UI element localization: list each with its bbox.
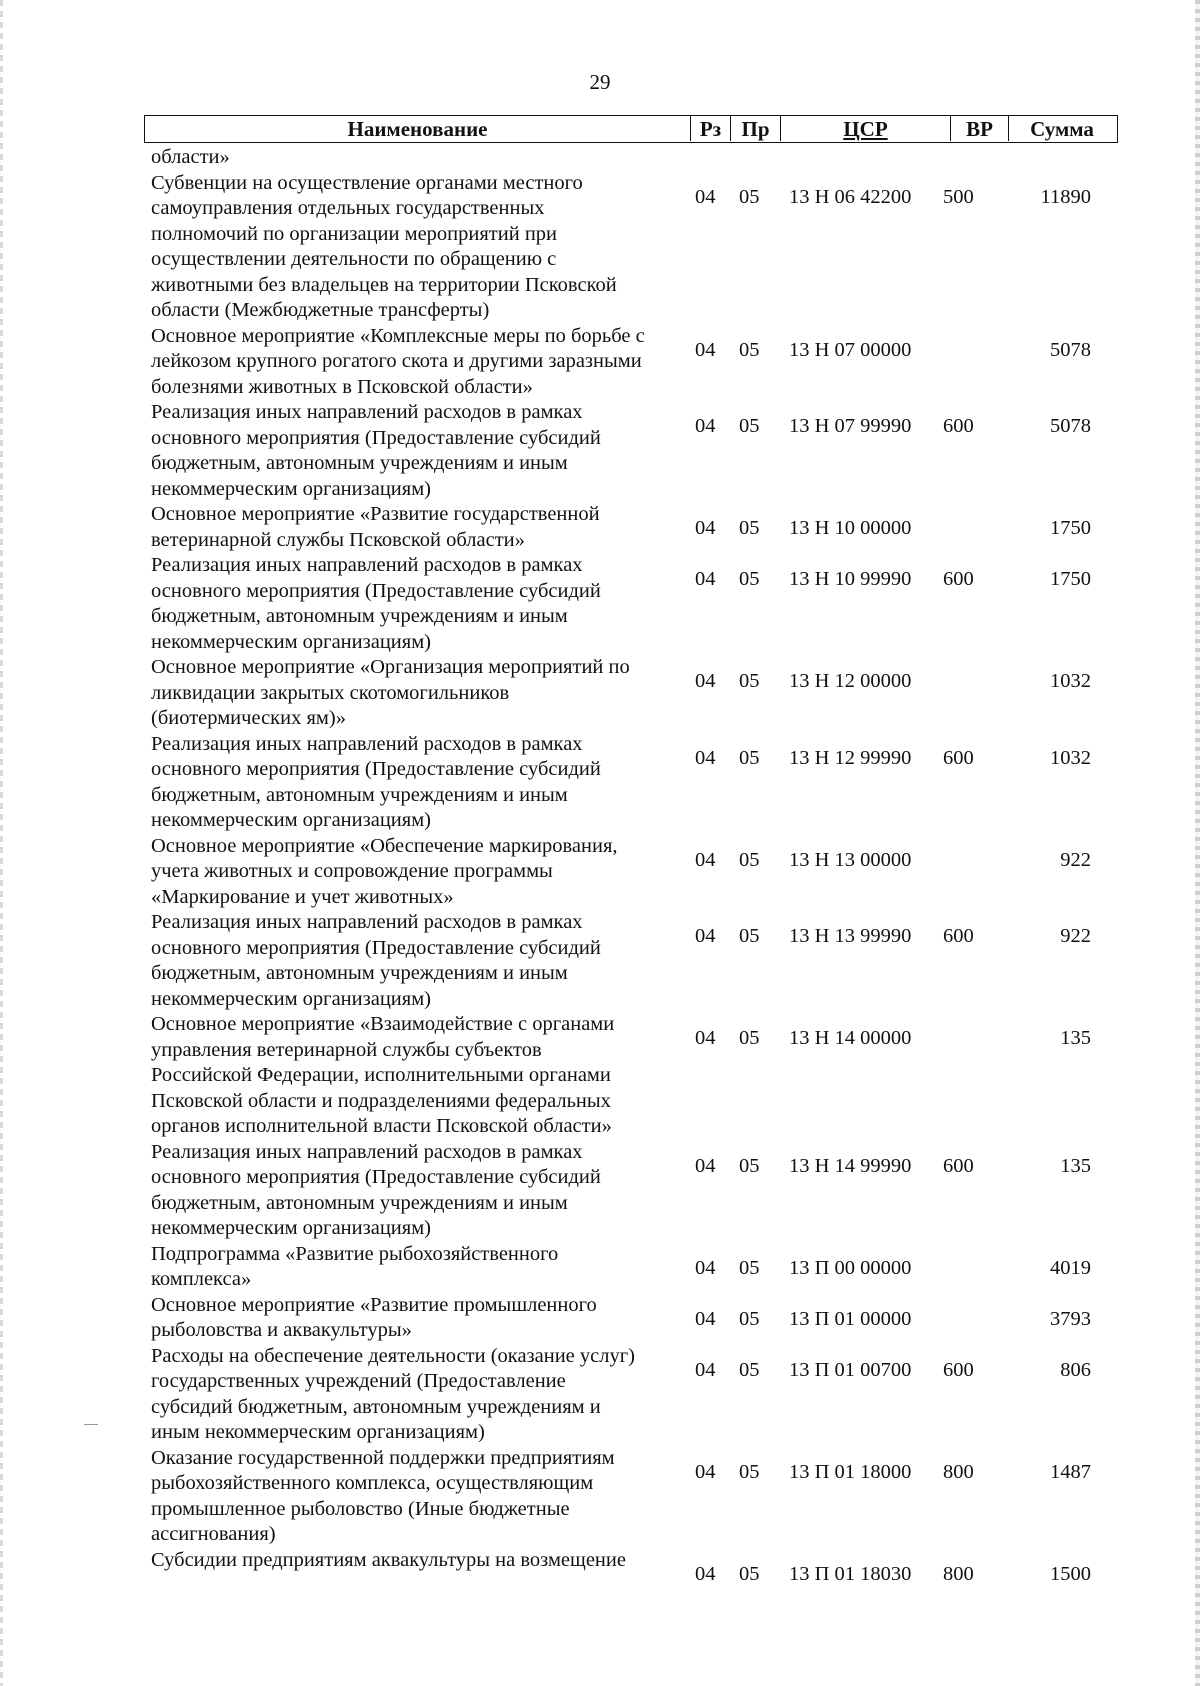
row-name-line: болезнями животных в Псковской области»: [151, 375, 533, 398]
header-rz: Рз: [691, 116, 731, 141]
row-name-line: некоммерческим организациям): [151, 987, 431, 1010]
header-name: Наименование: [145, 116, 691, 141]
row-name-line: промышленное рыболовство (Иные бюджетные: [151, 1497, 570, 1520]
row-csr: [785, 145, 943, 171]
header-pr: Пр: [731, 116, 781, 141]
row-rz: 04: [695, 415, 716, 437]
row-name: [151, 1140, 691, 1242]
row-csr: 13 Н 07 99990: [789, 415, 912, 437]
row-name-line: комплекса»: [151, 1268, 252, 1290]
scan-edge-right: [1195, 0, 1200, 1686]
table-row: [151, 1242, 1119, 1293]
row-name-line: области (Межбюджетные трансферты): [151, 299, 490, 321]
row-vr: [943, 324, 1009, 401]
row-pr: 05: [739, 746, 760, 769]
row-name-line: «Маркирование и учет животных»: [151, 885, 454, 908]
row-name-line: Основное мероприятие «Организация мероприятий по: [151, 656, 630, 678]
row-vr: [943, 145, 1009, 171]
table-row: [151, 910, 1119, 1012]
row-pr: 05: [739, 1307, 760, 1330]
table-row: [151, 1548, 1119, 1588]
row-csr: 13 Н 12 00000: [789, 670, 912, 692]
row-csr: 13 П 01 18000: [789, 1460, 912, 1483]
row-vr: 800: [943, 1460, 974, 1483]
row-vr: 500: [943, 185, 974, 208]
margin-mark: [84, 1424, 98, 1425]
row-rz: 04: [695, 1256, 716, 1279]
row-name-line: Субсидии предприятиям аквакультуры на возмещение: [151, 1548, 626, 1571]
row-name-line: Субвенции на осуществление органами местного: [151, 171, 583, 194]
row-name-line: полномочий по организации мероприятий при: [151, 222, 558, 245]
table-row: [151, 834, 1119, 911]
table-row: [151, 400, 1119, 502]
row-rz: 04: [695, 1460, 716, 1483]
row-pr: 05: [739, 1256, 760, 1279]
row-sum: 1500: [1050, 1562, 1091, 1585]
row-name-line: Реализация иных направлений расходов в рамках: [151, 554, 583, 576]
row-rz: 04: [695, 670, 716, 692]
row-name-line: основного мероприятия (Предоставление субсидий: [151, 1166, 601, 1188]
row-sum: [1009, 145, 1091, 171]
row-pr: 05: [739, 848, 760, 871]
header-vr: ВР: [951, 116, 1009, 141]
row-name-line: бюджетным, автономным учреждениям и иным: [151, 783, 568, 806]
row-csr: 13 Н 14 99990: [789, 1154, 912, 1177]
row-name: [151, 553, 691, 655]
scan-edge-left: [0, 0, 3, 1686]
row-name-line: Основное мероприятие «Развитие промышленного: [151, 1293, 597, 1316]
row-name: [151, 1012, 691, 1140]
row-name: [151, 145, 691, 171]
row-name-line: Оказание государственной поддержки предприятиям: [151, 1446, 615, 1469]
row-name-line: животными без владельцев на территории Псковской: [151, 273, 617, 296]
row-rz: 04: [695, 925, 716, 947]
row-csr: 13 Н 12 99990: [789, 746, 912, 769]
row-csr: 13 П 01 00000: [789, 1307, 912, 1330]
row-name-line: рыболовства и аквакультуры»: [151, 1319, 412, 1341]
row-csr: 13 Н 13 00000: [789, 848, 912, 871]
row-sum: 1032: [1050, 746, 1091, 769]
table-row: [151, 1012, 1119, 1140]
row-pr: 05: [739, 1027, 760, 1049]
row-rz: 04: [695, 568, 716, 590]
row-pr: 05: [739, 568, 760, 590]
row-sum: 11890: [1040, 185, 1091, 208]
row-csr: 13 Н 14 00000: [789, 1027, 912, 1049]
row-vr: 600: [943, 925, 974, 947]
table-row: [151, 1140, 1119, 1242]
row-name: [151, 502, 691, 553]
row-name: [151, 400, 691, 502]
row-name-line: Основное мероприятие «Развитие государственной: [151, 503, 600, 525]
row-vr: 600: [943, 568, 974, 590]
row-rz: 04: [695, 1154, 716, 1177]
table-row: [151, 324, 1119, 401]
table-row: [151, 553, 1119, 655]
row-vr: [943, 834, 1009, 911]
row-vr: 600: [943, 1154, 974, 1177]
row-rz: 04: [695, 1358, 716, 1381]
row-sum: 922: [1060, 848, 1091, 871]
table-row: [151, 502, 1119, 553]
row-name-line: некоммерческим организациям): [151, 809, 431, 831]
row-sum: 1032: [1050, 670, 1091, 692]
row-name-line: Российской Федерации, исполнительными органами: [151, 1064, 611, 1086]
row-csr: 13 Н 13 99990: [789, 925, 912, 947]
row-rz: 04: [695, 338, 716, 361]
row-name-line: основного мероприятия (Предоставление субсидий: [151, 579, 601, 602]
table-row: [151, 1344, 1119, 1446]
row-pr: 05: [739, 1154, 760, 1177]
row-pr: 05: [739, 670, 760, 692]
row-vr: [943, 1012, 1009, 1140]
row-pr: 05: [739, 1358, 760, 1381]
row-name-line: основного мероприятия (Предоставление субсидий: [151, 758, 601, 780]
header-csr: [781, 116, 951, 141]
row-name-line: учета животных и сопровождение программы: [151, 860, 553, 882]
row-sum: 5078: [1050, 415, 1091, 437]
row-sum: 135: [1060, 1154, 1091, 1177]
row-sum: 1750: [1050, 568, 1091, 590]
row-pr: 05: [739, 925, 760, 947]
row-name-line: Реализация иных направлений расходов в рамках: [151, 732, 583, 755]
row-sum: 922: [1060, 925, 1091, 947]
row-name-line: Реализация иных направлений расходов в рамках: [151, 401, 583, 423]
row-vr: [943, 1242, 1009, 1293]
row-name-line: Основное мероприятие «Обеспечение маркирования,: [151, 834, 618, 857]
row-name-line: лейкозом крупного рогатого скота и другими заразными: [151, 350, 642, 372]
row-pr: 05: [739, 1460, 760, 1483]
row-csr: 13 Н 06 42200: [789, 185, 912, 208]
row-name: [151, 324, 691, 401]
row-name-line: некоммерческим организациям): [151, 477, 431, 500]
table-body: [151, 145, 1119, 1587]
row-rz: 04: [695, 185, 716, 208]
row-vr: 800: [943, 1562, 974, 1585]
table-row: [151, 145, 1119, 171]
row-name-line: рыбохозяйственного комплекса, осуществляющим: [151, 1472, 594, 1494]
header-sum: Сумма: [1030, 117, 1094, 141]
row-name: [151, 732, 691, 834]
row-name-line: некоммерческим организациям): [151, 1217, 431, 1239]
table-row: [151, 1446, 1119, 1548]
row-csr: 13 П 01 00700: [789, 1358, 912, 1381]
page-number: 29: [589, 70, 611, 94]
row-name: [151, 834, 691, 911]
row-pr: 05: [739, 185, 760, 208]
row-pr: 05: [739, 517, 760, 539]
row-pr: 05: [739, 415, 760, 437]
row-csr: 13 Н 07 00000: [789, 338, 912, 361]
row-name-line: некоммерческим организациям): [151, 630, 431, 653]
table-row: [151, 655, 1119, 732]
row-name: [151, 910, 691, 1012]
row-name-line: Псковской области и подразделениями федеральных: [151, 1089, 611, 1112]
row-vr: 600: [943, 1358, 974, 1381]
row-sum: 4019: [1050, 1256, 1091, 1279]
row-name-line: основного мероприятия (Предоставление субсидий: [151, 426, 601, 449]
row-name: [151, 1344, 691, 1446]
row-pr: [739, 145, 785, 171]
row-sum: 1750: [1050, 517, 1091, 539]
row-csr: 13 Н 10 99990: [789, 568, 912, 590]
row-vr: [943, 1293, 1009, 1344]
row-name-line: основного мероприятия (Предоставление субсидий: [151, 936, 601, 959]
row-name-line: Расходы на обеспечение деятельности (оказание услуг): [151, 1344, 635, 1367]
row-pr: 05: [739, 1562, 760, 1585]
row-name-line: субсидий бюджетным, автономным учреждениям и: [151, 1395, 601, 1418]
row-name-line: Подпрограмма «Развитие рыбохозяйственного: [151, 1242, 559, 1265]
row-csr: 13 П 00 00000: [789, 1256, 912, 1279]
row-sum: 806: [1060, 1358, 1091, 1381]
row-rz: 04: [695, 1027, 716, 1049]
row-rz: 04: [695, 1307, 716, 1330]
row-name-line: (биотермических ям)»: [151, 707, 346, 729]
row-name-line: самоуправления отдельных государственных: [151, 197, 545, 219]
row-name-line: Основное мероприятие «Комплексные меры по борьбе с: [151, 324, 645, 347]
row-name-line: бюджетным, автономным учреждениям и иным: [151, 605, 568, 627]
row-name: [151, 171, 691, 324]
table-row: [151, 1293, 1119, 1344]
row-name-line: Реализация иных направлений расходов в рамках: [151, 1140, 583, 1163]
row-vr: 600: [943, 415, 974, 437]
header-csr-label: ЦСР: [843, 117, 888, 141]
row-name-line: области»: [151, 146, 230, 168]
row-name: [151, 1293, 691, 1344]
row-name-line: бюджетным, автономным учреждениям и иным: [151, 452, 568, 474]
row-name-line: иным некоммерческим организациям): [151, 1421, 485, 1443]
row-rz: [691, 145, 739, 171]
row-name-line: ветеринарной службы Псковской области»: [151, 528, 525, 551]
row-name-line: Реализация иных направлений расходов в рамках: [151, 911, 583, 933]
row-name-line: ассигнования): [151, 1523, 276, 1545]
row-name-line: бюджетным, автономным учреждениям и иным: [151, 1191, 568, 1214]
row-name: [151, 1446, 691, 1548]
row-name-line: осуществлении деятельности по обращению с: [151, 248, 557, 270]
row-rz: 04: [695, 517, 716, 539]
row-name-line: управления ветеринарной службы субъектов: [151, 1038, 542, 1061]
row-name-line: ликвидации закрытых скотомогильников: [151, 681, 510, 704]
row-name: [151, 655, 691, 732]
row-pr: 05: [739, 338, 760, 361]
row-csr: 13 Н 10 00000: [789, 517, 912, 539]
row-sum: 3793: [1050, 1307, 1091, 1330]
row-sum: 135: [1060, 1027, 1091, 1049]
row-name-line: государственных учреждений (Предоставление: [151, 1370, 566, 1392]
table-row: [151, 171, 1119, 324]
row-name-line: органов исполнительной власти Псковской области»: [151, 1115, 612, 1137]
row-name: [151, 1548, 691, 1588]
row-vr: 600: [943, 746, 974, 769]
row-csr: 13 П 01 18030: [789, 1562, 912, 1585]
row-name-line: бюджетным, автономным учреждениям и иным: [151, 962, 568, 984]
row-vr: [943, 655, 1009, 732]
row-sum: 1487: [1050, 1460, 1091, 1483]
row-rz: 04: [695, 848, 716, 871]
row-rz: 04: [695, 1562, 716, 1585]
row-name-line: Основное мероприятие «Взаимодействие с органами: [151, 1013, 615, 1035]
row-name: [151, 1242, 691, 1293]
row-rz: 04: [695, 746, 716, 769]
table-header: [144, 115, 1118, 143]
table-row: [151, 732, 1119, 834]
row-sum: 5078: [1050, 338, 1091, 361]
row-vr: [943, 502, 1009, 553]
